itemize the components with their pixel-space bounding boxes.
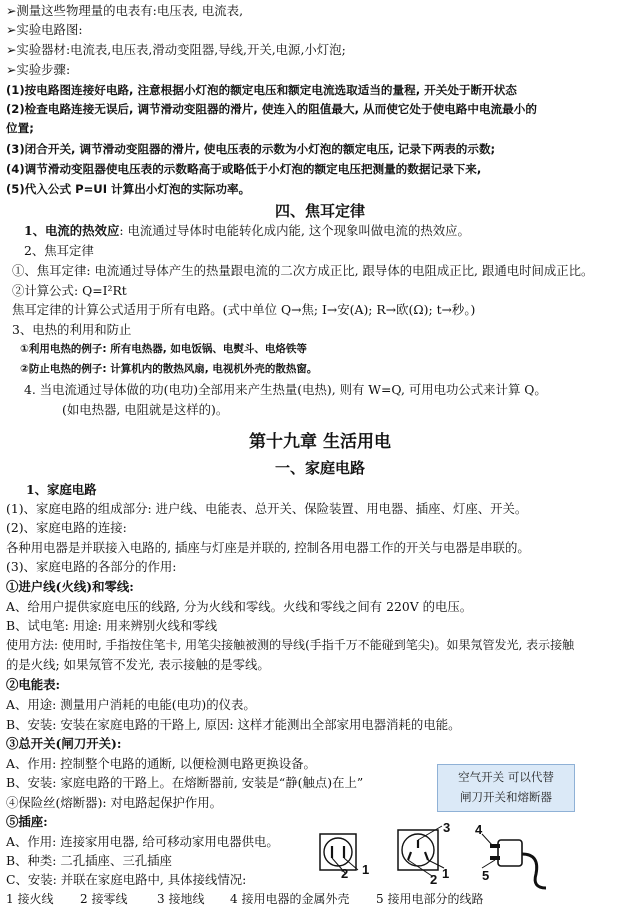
home-l16: B、安装: 家庭电路的干路上。在熔断器前, 安装是“静(触点)在上” <box>6 775 364 790</box>
home-l4: 各种用电器是并联接入电路的, 插座与灯座是并联的, 控制各用电器工作的开关与电器是串联的。 <box>6 540 530 555</box>
home-l10: 的是火线; 如果氖管不发光, 表示接触的是零线。 <box>6 657 270 672</box>
fig-label-3: 1 <box>442 866 450 881</box>
plug-cord <box>522 854 546 888</box>
fig-label-5: 3 <box>443 820 451 835</box>
note-line-1: 空气开关 可以代替 <box>458 770 554 784</box>
air-switch-note <box>437 764 575 812</box>
three-hole-socket-frame <box>398 830 438 870</box>
fig-label-1: 1 <box>362 862 370 877</box>
home-l12: A、用途: 测量用户消耗的电能(电功)的仪表。 <box>6 697 256 712</box>
step-4: (4)调节滑动变阻器使电压表的示数略高于或略低于小灯泡的额定电压把测量的数据记录下来, <box>6 162 482 176</box>
legend-4: 4 接用电器的金属外壳 <box>230 892 350 906</box>
joule-l1-head: 1、电流的热效应 <box>24 223 120 238</box>
home-l11: ②电能表: <box>6 677 61 692</box>
home-l2: (1)、家庭电路的组成部分: 进户线、电能表、总开关、保险装置、用电器、插座、灯座、开关。 <box>6 501 528 516</box>
fig-label-7: 5 <box>482 868 490 883</box>
home-l18: ⑤插座: <box>6 814 48 829</box>
chapter-title: 第十九章 生活用电 <box>249 432 391 452</box>
fig-label-6: 4 <box>475 822 483 837</box>
text-line-2: ➢实验电路图: <box>6 22 83 37</box>
joule-l1 <box>24 222 470 239</box>
joule-l6: 3、电热的利用和防止 <box>12 322 132 337</box>
text-line-4: ➢实验步骤: <box>6 62 71 77</box>
legend-3: 3 接地线 <box>157 892 205 906</box>
home-l21: C、安装: 并联在家庭电路中, 具体接线情况: <box>6 872 247 887</box>
home-l20: B、种类: 二孔插座、三孔插座 <box>6 853 172 868</box>
fig-label-2: 2 <box>341 866 349 881</box>
step-3: (3)闭合开关, 调节滑动变阻器的滑片, 使电压表的示数为小灯泡的额定电压, 记录下两表的示数; <box>6 142 496 156</box>
joule-l5: 焦耳定律的计算公式适用于所有电路。(式中单位 Q→焦; I→安(A); R→欧(Ω); t→秒。) <box>12 302 476 317</box>
section-1-title: 一、家庭电路 <box>274 459 365 477</box>
three-hole-socket-face <box>402 834 434 866</box>
text-line-3: ➢实验器材:电流表,电压表,滑动变阻器,导线,开关,电源,小灯泡; <box>6 42 346 57</box>
home-l14: ③总开关(闸刀开关): <box>6 736 122 751</box>
home-l5: (3)、家庭电路的各部分的作用: <box>6 559 177 574</box>
home-l8: B、试电笔: 用途: 用来辨别火线和零线 <box>6 618 218 633</box>
joule-l9: 4. 当电流通过导体做的功(电功)全部用来产生热量(电热), 则有 W=Q, 可用电功公式来计算 Q。 <box>24 382 547 397</box>
home-l19: A、作用: 连接家用电器, 给可移动家用电器供电。 <box>6 834 279 849</box>
home-l9: 使用方法: 使用时, 手指按住笔卡, 用笔尖接触被测的导线(手指千万不能碰到笔尖)。如果氖管发光, 表示接触 <box>6 638 575 652</box>
home-l3: (2)、家庭电路的连接: <box>6 520 127 535</box>
joule-l8: ②防止电热的例子: 计算机内的散热风扇, 电视机外壳的散热窗。 <box>20 363 318 375</box>
fig-label-4: 2 <box>430 872 438 887</box>
step-2: (2)检查电路连接无误后, 调节滑动变阻器的滑片, 使连入的阻值最大, 从而使它处于使电路中电流最小的 <box>6 102 537 116</box>
text-line-1: ➢测量这些物理量的电表有:电压表, 电流表, <box>6 3 244 18</box>
section-4-title: 四、焦耳定律 <box>274 202 365 220</box>
home-l17: ④保险丝(熔断器): 对电路起保护作用。 <box>6 795 223 810</box>
legend-1: 1 接火线 <box>6 892 54 906</box>
joule-formula: ②计算公式: Q=I²Rt <box>12 283 127 298</box>
joule-l2: 2、焦耳定律 <box>24 243 94 258</box>
home-l15: A、作用: 控制整个电路的通断, 以便检测电路更换设备。 <box>6 756 316 771</box>
joule-l1-body: : 电流通过导体时电能转化成内能, 这个现象叫做电流的热效应。 <box>119 223 470 238</box>
home-l1: 1、家庭电路 <box>26 482 97 497</box>
home-l7: A、给用户提供家庭电压的线路, 分为火线和零线。火线和零线之间有 220V 的电压。 <box>6 599 473 614</box>
joule-l3: ①、焦耳定律: 电流通过导体产生的热量跟电流的二次方成正比, 跟导体的电阻成正比, 跟通电时间成正比。 <box>12 263 594 278</box>
joule-l7: ①利用电热的例子: 所有电热器, 如电饭锅、电熨斗、电烙铁等 <box>20 343 307 355</box>
step-5: (5)代入公式 P=UI 计算出小灯泡的实际功率。 <box>6 182 251 196</box>
home-l6: ①进户线(火线)和零线: <box>6 579 134 594</box>
legend-5: 5 接用电部分的线路 <box>376 892 484 906</box>
home-l13: B、安装: 安装在家庭电路的干路上, 原因: 这样才能测出全部家用电器消耗的电能。 <box>6 717 461 732</box>
legend-2: 2 接零线 <box>80 892 128 906</box>
joule-l10: (如电热器, 电阻就是这样的)。 <box>62 402 229 417</box>
step-2-cont: 位置; <box>6 121 34 135</box>
step-1: (1)按电路图连接好电路, 注意根据小灯泡的额定电压和额定电流选取适当的量程, 开关处于断开状态 <box>6 83 517 97</box>
note-line-2: 闸刀开关和熔断器 <box>460 790 552 804</box>
plug-body <box>498 840 522 866</box>
